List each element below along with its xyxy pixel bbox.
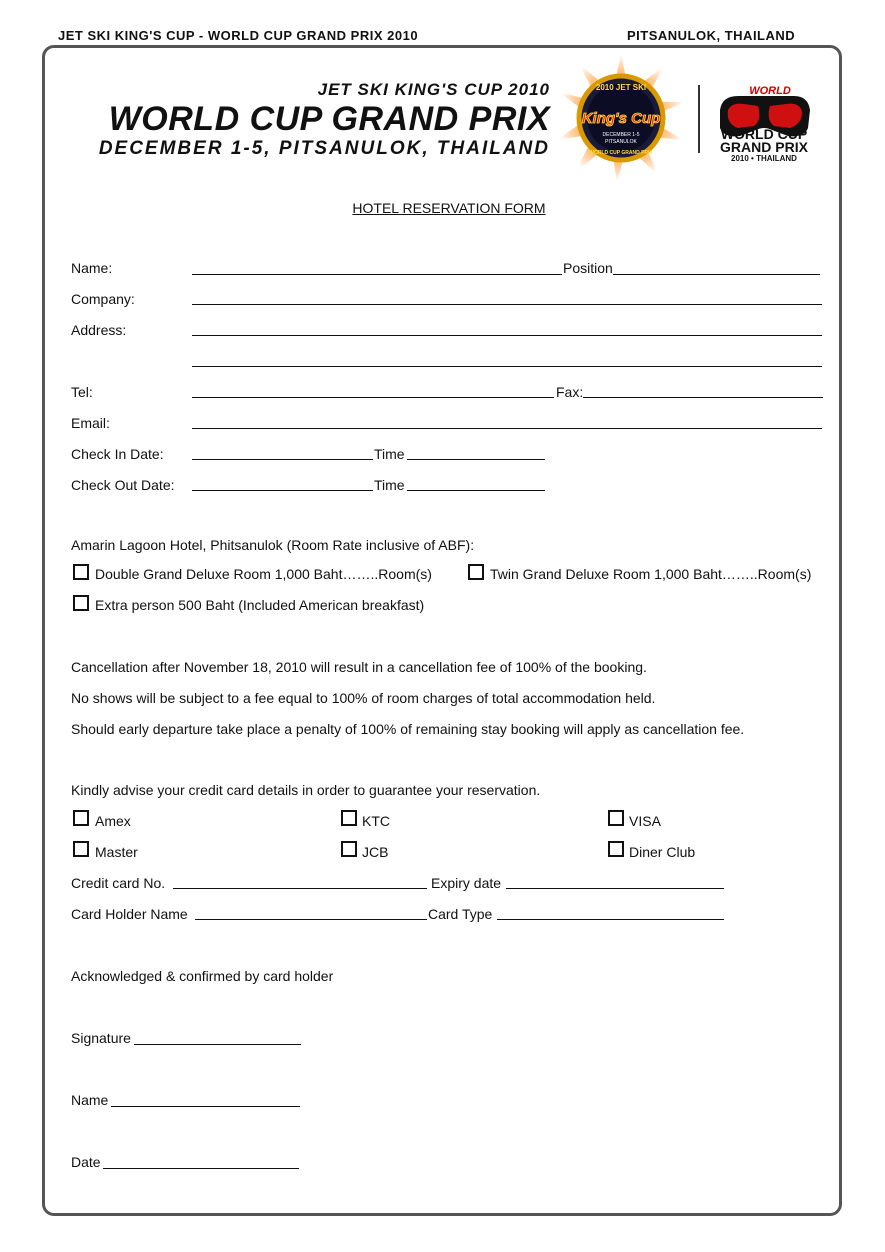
amex-checkbox[interactable] bbox=[73, 810, 89, 826]
payment-intro: Kindly advise your credit card details in order to guarantee your reservation. bbox=[71, 782, 541, 798]
confirm-name-field[interactable] bbox=[111, 1106, 300, 1107]
address-label: Address: bbox=[71, 322, 127, 338]
double-room-checkbox[interactable] bbox=[73, 564, 89, 580]
header-event-line: JET SKI KING'S CUP 2010 bbox=[317, 80, 550, 99]
fax-field[interactable] bbox=[583, 397, 823, 398]
check-out-label: Check Out Date: bbox=[71, 477, 175, 493]
jcb-label: JCB bbox=[362, 844, 389, 860]
card-number-label: Credit card No. bbox=[71, 875, 166, 891]
company-label: Company: bbox=[71, 291, 135, 307]
master-label: Master bbox=[95, 844, 138, 860]
hotel-heading: Amarin Lagoon Hotel, Phitsanulok (Room Rate inclusive of ABF): bbox=[71, 537, 475, 553]
diner-club-label: Diner Club bbox=[629, 844, 696, 860]
top-bar-location: PITSANULOK, THAILAND bbox=[627, 28, 796, 43]
form-frame bbox=[42, 45, 842, 1216]
signature-label: Signature bbox=[71, 1030, 131, 1046]
visa-label: VISA bbox=[629, 813, 661, 829]
date-field[interactable] bbox=[103, 1168, 299, 1169]
check-in-date-field[interactable] bbox=[192, 459, 373, 460]
world-cup-logo-script: WORLD bbox=[749, 85, 791, 97]
extra-person-label: Extra person 500 Baht (Included American breakfast) bbox=[95, 597, 425, 613]
confirm-name-label: Name bbox=[71, 1092, 109, 1108]
world-cup-logo-line2: GRAND PRIX bbox=[720, 139, 808, 155]
check-out-time-field[interactable] bbox=[407, 490, 545, 491]
kings-cup-logo-ring: WORLD CUP GRAND PRIX bbox=[589, 150, 653, 156]
tel-label: Tel: bbox=[71, 384, 93, 400]
twin-room-label: Twin Grand Deluxe Room 1,000 Baht……..Room(s) bbox=[490, 566, 812, 582]
world-cup-logo-line3: 2010 • THAILAND bbox=[731, 154, 797, 163]
card-holder-field[interactable] bbox=[195, 919, 427, 920]
check-in-label: Check In Date: bbox=[71, 446, 164, 462]
position-label: Position bbox=[563, 260, 613, 276]
email-field[interactable] bbox=[192, 428, 822, 429]
ktc-checkbox[interactable] bbox=[341, 810, 357, 826]
jcb-checkbox[interactable] bbox=[341, 841, 357, 857]
check-out-time-label: Time bbox=[374, 477, 405, 493]
master-checkbox[interactable] bbox=[73, 841, 89, 857]
check-in-time-field[interactable] bbox=[407, 459, 545, 460]
address-field-line2[interactable] bbox=[192, 366, 822, 367]
policy-no-show: No shows will be subject to a fee equal to 100% of room charges of total accommodation held. bbox=[71, 690, 656, 706]
double-room-label: Double Grand Deluxe Room 1,000 Baht……..Room(s) bbox=[95, 566, 432, 582]
kings-cup-logo-top: 2010 JET SKI bbox=[595, 83, 647, 92]
world-cup-logo-line1: WORLD CUP bbox=[720, 126, 808, 142]
signature-field[interactable] bbox=[134, 1044, 301, 1045]
card-type-label: Card Type bbox=[428, 906, 493, 922]
logo-separator bbox=[698, 85, 700, 153]
position-field[interactable] bbox=[613, 274, 820, 275]
card-holder-label: Card Holder Name bbox=[71, 906, 188, 922]
address-field-line1[interactable] bbox=[192, 335, 822, 336]
amex-label: Amex bbox=[95, 813, 131, 829]
name-label: Name: bbox=[71, 260, 113, 276]
card-type-field[interactable] bbox=[497, 919, 724, 920]
check-in-time-label: Time bbox=[374, 446, 405, 462]
tel-field[interactable] bbox=[192, 397, 554, 398]
kings-cup-logo bbox=[555, 52, 687, 184]
kings-cup-logo-main: King's Cup bbox=[581, 110, 661, 127]
top-bar-title: JET SKI KING'S CUP - WORLD CUP GRAND PRIX 2010 bbox=[58, 28, 419, 43]
header-title: WORLD CUP GRAND PRIX bbox=[108, 100, 550, 138]
kings-cup-logo-sub2: PITSANULOK bbox=[605, 139, 637, 145]
extra-person-checkbox[interactable] bbox=[73, 595, 89, 611]
twin-room-checkbox[interactable] bbox=[468, 564, 484, 580]
fax-label: Fax: bbox=[556, 384, 584, 400]
company-field[interactable] bbox=[192, 304, 822, 305]
form-title: HOTEL RESERVATION FORM bbox=[352, 200, 546, 216]
world-cup-logo-text bbox=[708, 128, 820, 164]
kings-cup-logo-sub1: DECEMBER 1-5 bbox=[602, 132, 640, 138]
header-dates: DECEMBER 1-5, PITSANULOK, THAILAND bbox=[98, 138, 550, 159]
acknowledgement-text: Acknowledged & confirmed by card holder bbox=[71, 968, 334, 984]
policy-cancellation: Cancellation after November 18, 2010 will result in a cancellation fee of 100% of the booking. bbox=[71, 659, 647, 675]
date-label: Date bbox=[71, 1154, 101, 1170]
check-out-date-field[interactable] bbox=[192, 490, 373, 491]
expiry-field[interactable] bbox=[506, 888, 724, 889]
visa-checkbox[interactable] bbox=[608, 810, 624, 826]
expiry-label: Expiry date bbox=[431, 875, 502, 891]
name-field[interactable] bbox=[192, 274, 562, 275]
policy-early-departure: Should early departure take place a penalty of 100% of remaining stay booking will apply as cancellation fee. bbox=[71, 721, 745, 737]
card-number-field[interactable] bbox=[173, 888, 427, 889]
diner-club-checkbox[interactable] bbox=[608, 841, 624, 857]
ktc-label: KTC bbox=[362, 813, 390, 829]
email-label: Email: bbox=[71, 415, 110, 431]
